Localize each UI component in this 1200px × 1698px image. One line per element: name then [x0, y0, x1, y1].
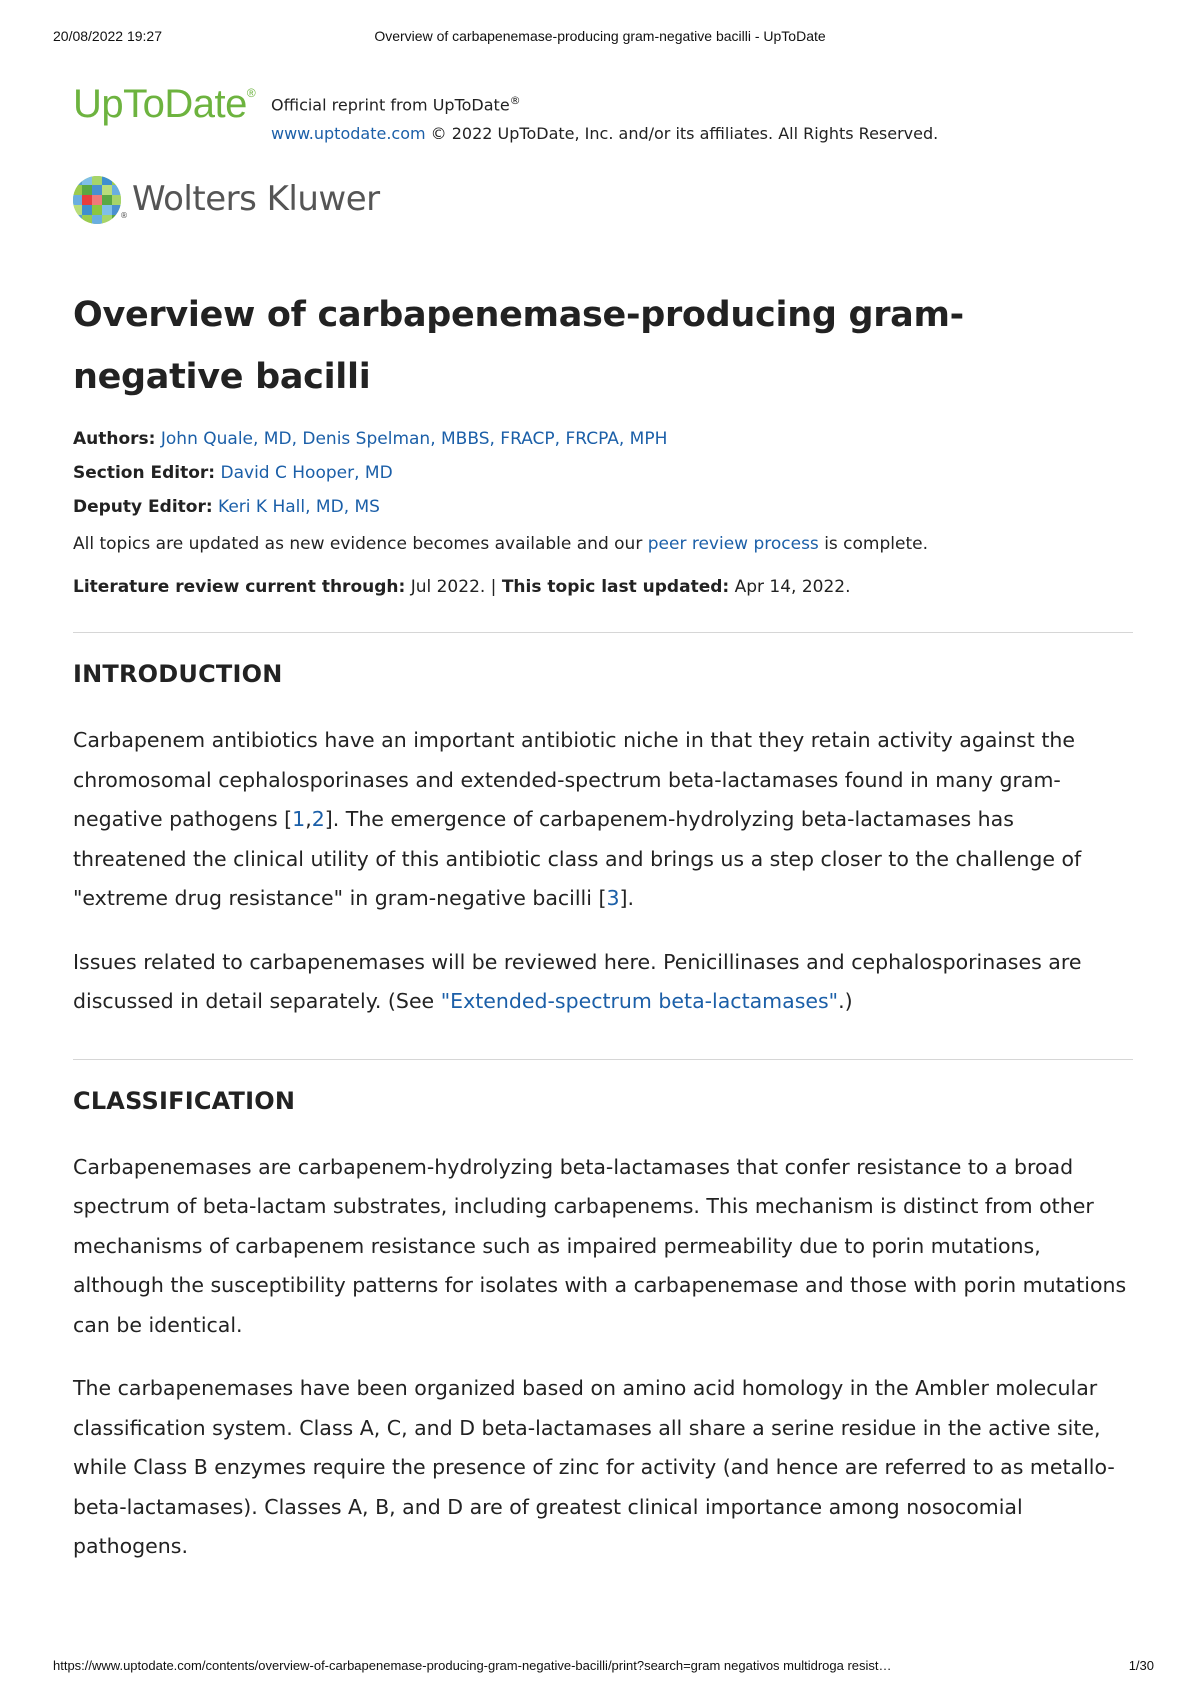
publisher-name: Wolters Kluwer — [132, 179, 380, 219]
article — [73, 284, 1133, 1567]
print-footer — [0, 1658, 1200, 1678]
divider — [73, 632, 1133, 633]
reprint-registered-mark: ® — [509, 94, 521, 107]
authors-label: Authors: — [73, 429, 156, 449]
section-editor-row — [73, 456, 1133, 490]
uptodate-site-link[interactable]: www.uptodate.com — [271, 124, 426, 144]
reprint-notice — [271, 86, 938, 148]
esbl-topic-link[interactable]: "Extended-spectrum beta-lactamases" — [440, 989, 839, 1013]
divider — [73, 1059, 1133, 1060]
reprint-line: Official reprint from UpToDate — [271, 95, 510, 115]
intro-p2-text-a: Issues related to carbapenemases will be reviewed here. Penicillinases and cephalosporinases are discussed in detail separately. (See — [73, 949, 1082, 1013]
authors-row — [73, 422, 1133, 456]
classification-paragraph-2: The carbapenemases have been organized based on amino acid homology in the Ambler molecular classification system. Class A, C, and D beta-lactamases all share a serine residue in the active site, while Class B enzymes require the presence of zinc for activity (and hence are referred to as metallo-beta-lactamases). Classes A, B, and D are of greatest clinical importance among nosocomial pathogens. — [73, 1376, 1115, 1558]
registered-mark: ® — [246, 85, 256, 100]
introduction-paragraph-1 — [73, 721, 1133, 919]
section-editor-link[interactable]: David C Hooper, MD — [220, 463, 393, 483]
intro-p2-text-b: .) — [838, 989, 853, 1013]
deputy-editor-link[interactable]: Keri K Hall, MD, MS — [218, 497, 380, 517]
update-note — [73, 530, 1133, 558]
uptodate-logo-text: UpToDate — [73, 82, 247, 126]
article-meta — [73, 422, 1133, 524]
print-date: 20/08/2022 19:27 — [53, 28, 162, 44]
print-url: https://www.uptodate.com/contents/overview-of-carbapenemase-producing-gram-negative-bacilli/print?search=gram negativos multidroga resist… — [53, 1658, 892, 1673]
lit-review-value: Jul 2022. | — [405, 577, 502, 597]
classification-paragraph-1: Carbapenemases are carbapenem-hydrolyzing beta-lactamases that confer resistance to a broad spectrum of beta-lactam substrates, including carbapenems. This mechanism is distinct from other mechanisms of carbapenem resistance such as impaired permeability due to porin mutations, although the susceptibility patterns for isolates with a carbapenemase and those with porin mutations can be identical. — [73, 1154, 1127, 1337]
introduction-heading: INTRODUCTION — [73, 660, 283, 688]
wolters-kluwer-globe-icon — [72, 175, 122, 225]
last-updated-label: This topic last updated: — [501, 577, 730, 597]
introduction-paragraph-2 — [73, 943, 1133, 1022]
reference-link-2[interactable]: 2 — [311, 807, 325, 831]
reference-link-1[interactable]: 1 — [292, 807, 306, 831]
page-number: 1/30 — [1128, 1658, 1154, 1673]
uptodate-logo[interactable] — [73, 82, 255, 127]
print-doc-title: Overview of carbapenemase-producing gram-negative bacilli - UpToDate — [374, 28, 826, 44]
article-title: Overview of carbapenemase-producing gram-negative bacilli — [73, 295, 964, 397]
brand-row — [73, 80, 1133, 144]
peer-review-link[interactable]: peer review process — [647, 534, 819, 554]
publisher-registered-mark: ® — [120, 211, 128, 220]
last-updated-value: Apr 14, 2022. — [729, 577, 851, 597]
update-note-pre: All topics are updated as new evidence becomes available and our — [73, 534, 648, 554]
update-note-post: is complete. — [818, 534, 928, 554]
intro-p1-comma: , — [305, 807, 312, 831]
reference-link-3[interactable]: 3 — [606, 886, 620, 910]
section-editor-label: Section Editor: — [73, 463, 216, 483]
authors-link[interactable]: John Quale, MD, Denis Spelman, MBBS, FRACP, FRCPA, MPH — [160, 429, 668, 449]
intro-p1-text-c: ]. — [619, 886, 635, 910]
review-dates — [73, 573, 1133, 601]
lit-review-label: Literature review current through: — [73, 577, 406, 597]
deputy-editor-row — [73, 490, 1133, 524]
wolters-kluwer-logo[interactable] — [72, 175, 432, 231]
intro-p1-text-a: Carbapenem antibiotics have an important antibiotic niche in that they retain activity against the chromosomal cephalosporinases and extended-spectrum beta-lactamases found in many gram-negative pathogens [ — [73, 728, 1075, 831]
classification-heading: CLASSIFICATION — [73, 1086, 296, 1115]
copyright-text: © 2022 UpToDate, Inc. and/or its affiliates. All Rights Reserved. — [425, 124, 939, 144]
print-header — [0, 28, 1200, 48]
intro-p1-text-b: ]. The emergence of carbapenem-hydrolyzing beta-lactamases has threatened the clinical utility of this antibiotic class and brings us a step closer to the challenge of "extreme drug resistance" in gram-negative bacilli [ — [73, 807, 1082, 910]
deputy-editor-label: Deputy Editor: — [73, 497, 213, 517]
